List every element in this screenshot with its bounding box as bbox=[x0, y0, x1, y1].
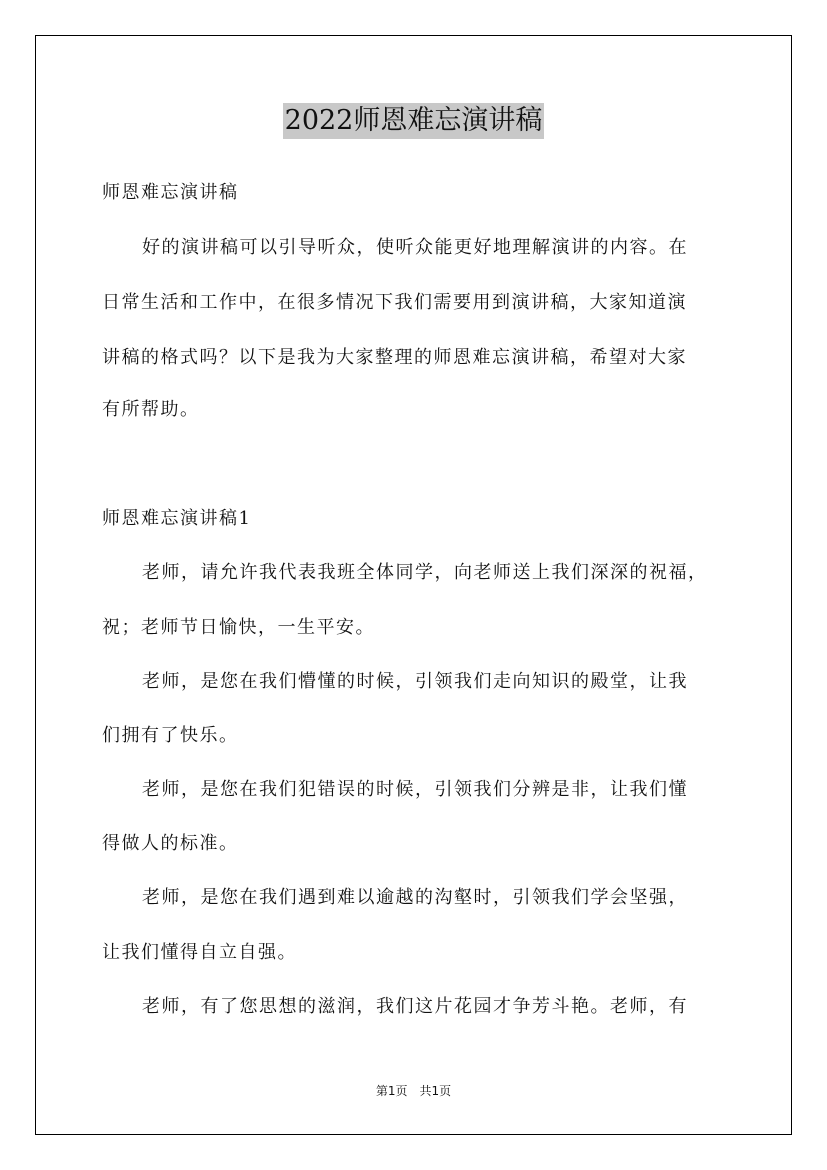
paragraph-line-2: 祝；老师节日愉快，一生平安。 bbox=[102, 617, 375, 638]
document-subtitle: 师恩难忘演讲稿 bbox=[102, 182, 239, 203]
page-number: 第1页 bbox=[375, 1084, 408, 1098]
intro-line-1: 好的演讲稿可以引导听众，使听众能更好地理解演讲的内容。在 bbox=[142, 237, 688, 258]
paragraph-line-9: 老师，有了您思想的滋润，我们这片花园才争芳斗艳。老师，有 bbox=[142, 996, 688, 1017]
document-title: 2022师恩难忘演讲稿 bbox=[283, 103, 545, 139]
intro-line-3: 讲稿的格式吗？以下是我为大家整理的师恩难忘演讲稿，希望对大家 bbox=[102, 347, 687, 368]
paragraph-line-4: 们拥有了快乐。 bbox=[102, 725, 239, 746]
title-container bbox=[0, 103, 827, 139]
intro-line-2: 日常生活和工作中，在很多情况下我们需要用到演讲稿，大家知道演 bbox=[102, 292, 687, 313]
intro-line-4: 有所帮助。 bbox=[102, 399, 200, 420]
paragraph-line-1: 老师，请允许我代表我班全体同学，向老师送上我们深深的祝福， bbox=[142, 562, 708, 583]
section-heading: 师恩难忘演讲稿1 bbox=[102, 508, 252, 529]
paragraph-line-6: 得做人的标准。 bbox=[102, 833, 239, 854]
paragraph-line-8: 让我们懂得自立自强。 bbox=[102, 942, 297, 963]
page-footer bbox=[0, 1083, 827, 1099]
paragraph-line-7: 老师，是您在我们遇到难以逾越的沟壑时，引领我们学会坚强， bbox=[142, 887, 688, 908]
paragraph-line-5: 老师，是您在我们犯错误的时候，引领我们分辨是非，让我们懂 bbox=[142, 779, 688, 800]
page-total: 共1页 bbox=[419, 1084, 452, 1098]
paragraph-line-3: 老师，是您在我们懵懂的时候，引领我们走向知识的殿堂，让我 bbox=[142, 671, 688, 692]
